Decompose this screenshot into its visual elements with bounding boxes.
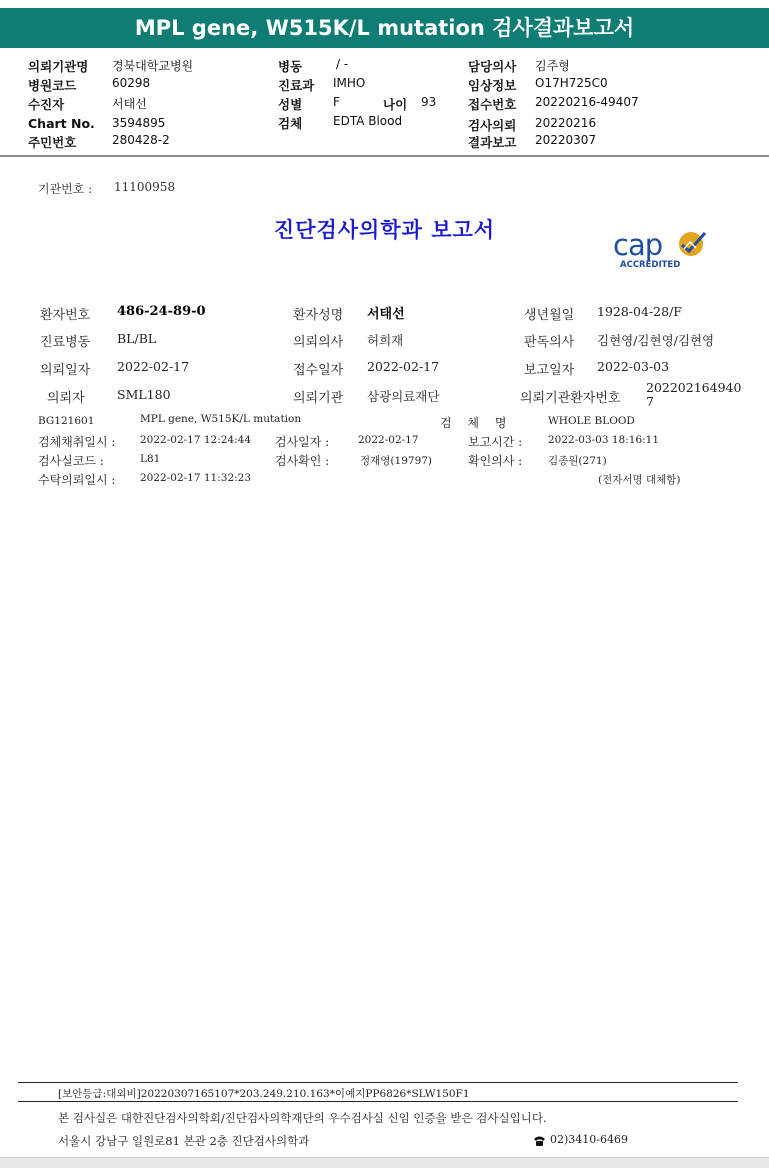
report-heading: 진단검사의학과 보고서 bbox=[273, 218, 496, 242]
header-value: 20220216 bbox=[535, 116, 597, 130]
header-value: 서태선 bbox=[112, 97, 147, 111]
header-label: Chart No. bbox=[28, 116, 95, 131]
header-label: 병동 bbox=[278, 59, 303, 74]
header-label: 성별 bbox=[278, 97, 303, 112]
request-org-label: 의뢰기관 bbox=[293, 391, 344, 406]
header-label: 검체 bbox=[278, 116, 303, 131]
ward-label: 진료병동 bbox=[40, 335, 91, 350]
doctor-value: 허희재 bbox=[367, 333, 404, 348]
doctor-label: 의뢰의사 bbox=[293, 335, 344, 350]
requester-label: 의뢰자 bbox=[47, 391, 85, 406]
footer-divider-top bbox=[18, 1082, 738, 1083]
report-date-value: 2022-03-03 bbox=[597, 359, 670, 374]
collect-label: 검체채취일시 : bbox=[38, 435, 116, 449]
reader-value: 김현영/김현영/김현영 bbox=[597, 333, 715, 348]
request-date-value: 2022-02-17 bbox=[117, 359, 190, 374]
header-value: 20220307 bbox=[535, 133, 597, 147]
header-value: 경북대학교병원 bbox=[112, 59, 194, 73]
accreditation-notice: 본 검사실은 대한진단검사의학회/진단검사의학재단의 우수검사실 신임 인증을 받은 검사실입니다. bbox=[58, 1111, 547, 1125]
header-value: 3594895 bbox=[112, 116, 166, 130]
institution-value: 11100958 bbox=[114, 180, 176, 194]
header-label: 주민번호 bbox=[28, 135, 77, 150]
phone-icon bbox=[533, 1132, 546, 1151]
header-value: 280428-2 bbox=[112, 133, 170, 147]
header-label: 담당의사 bbox=[468, 59, 517, 74]
header-label: 임상정보 bbox=[468, 78, 517, 93]
footer-divider-mid bbox=[18, 1101, 738, 1102]
header-label: 진료과 bbox=[278, 78, 315, 93]
institution-label: 기관번호 : bbox=[38, 182, 93, 196]
report-date-label: 보고일자 bbox=[524, 363, 575, 378]
header-label: 결과보고 bbox=[468, 135, 517, 150]
requester-value: SML180 bbox=[117, 387, 171, 402]
birthdate-value: 1928-04-28/F bbox=[597, 304, 682, 319]
confirm-value: 정재영(19797) bbox=[360, 455, 433, 467]
bottom-border bbox=[0, 1157, 769, 1168]
received-value: 2022-02-17 11:32:23 bbox=[140, 472, 252, 484]
confirm-label: 검사확인 : bbox=[275, 454, 330, 468]
header-divider bbox=[0, 155, 769, 157]
confirm-doctor-label: 확인의사 : bbox=[468, 454, 523, 468]
header-value: 20220216-49407 bbox=[535, 95, 639, 109]
testdate-value: 2022-02-17 bbox=[358, 434, 419, 446]
received-label: 수탁의뢰일시 : bbox=[38, 473, 116, 487]
org-patient-no-value: 202202164940 bbox=[646, 380, 742, 395]
org-patient-no-label: 의뢰기관환자번호 bbox=[520, 391, 621, 406]
header-label: 검사의뢰 bbox=[468, 118, 517, 133]
receipt-date-label: 접수일자 bbox=[293, 363, 344, 378]
reporttime-value: 2022-03-03 18:16:11 bbox=[548, 434, 660, 446]
header-label: 의뢰기관명 bbox=[28, 59, 89, 74]
ward-value: BL/BL bbox=[117, 331, 157, 346]
birthdate-label: 생년월일 bbox=[524, 308, 575, 323]
lab-code-label: 검사실코드 : bbox=[38, 454, 104, 468]
header-value: 김주형 bbox=[535, 59, 570, 73]
security-line: [보안등급:대외비]20220307165107*203.249.210.163*이예지PP6826*SLW150F1 bbox=[58, 1088, 470, 1100]
lab-phone: 02)3410-6469 bbox=[550, 1133, 628, 1146]
header-label: 수진자 bbox=[28, 97, 65, 112]
page-title: MPL gene, W515K/L mutation 검사결과보고서 bbox=[134, 16, 635, 40]
esign-note: (전자서명 대체함) bbox=[598, 474, 681, 486]
header-value: 93 bbox=[421, 95, 437, 109]
header-value: / - bbox=[336, 57, 349, 71]
confirm-doctor-value: 김종원(271) bbox=[548, 455, 607, 467]
cap-logo-icon bbox=[612, 222, 722, 272]
header-label: 접수번호 bbox=[468, 97, 517, 112]
specimen-value: WHOLE BLOOD bbox=[548, 415, 635, 427]
svg-text:ACCREDITED: ACCREDITED bbox=[620, 260, 681, 270]
header-value: O17H725C0 bbox=[535, 76, 608, 90]
request-org-value: 삼광의료재단 bbox=[367, 389, 440, 404]
header-label: 병원코드 bbox=[28, 78, 77, 93]
header-value: IMHO bbox=[333, 76, 366, 90]
test-code: BG121601 bbox=[38, 415, 95, 427]
report-title-bar bbox=[0, 8, 769, 48]
specimen-label: 검 체 명 bbox=[440, 416, 513, 430]
test-name: MPL gene, W515K/L mutation bbox=[140, 413, 302, 425]
testdate-label: 검사일자 : bbox=[275, 435, 330, 449]
patient-no-value: 486-24-89-0 bbox=[117, 304, 206, 319]
request-date-label: 의뢰일자 bbox=[40, 363, 91, 378]
header-value: F bbox=[333, 95, 340, 109]
lab-code-value: L81 bbox=[140, 453, 161, 465]
receipt-date-value: 2022-02-17 bbox=[367, 359, 440, 374]
patient-name-label: 환자성명 bbox=[293, 308, 344, 323]
header-value: EDTA Blood bbox=[333, 114, 403, 128]
lab-address: 서울시 강남구 일원로81 본관 2층 진단검사의학과 bbox=[58, 1134, 310, 1148]
cap-accredited-logo bbox=[612, 222, 722, 272]
header-value: 60298 bbox=[112, 76, 151, 90]
svg-text:cap: cap bbox=[613, 228, 663, 262]
reporttime-label: 보고시간 : bbox=[468, 435, 523, 449]
header-label: 나이 bbox=[383, 97, 408, 112]
patient-name-value: 서태선 bbox=[367, 307, 405, 322]
org-patient-no-value-cont: 7 bbox=[646, 394, 654, 409]
collect-value: 2022-02-17 12:24:44 bbox=[140, 434, 252, 446]
patient-no-label: 환자번호 bbox=[40, 308, 91, 323]
reader-label: 판독의사 bbox=[524, 335, 575, 350]
